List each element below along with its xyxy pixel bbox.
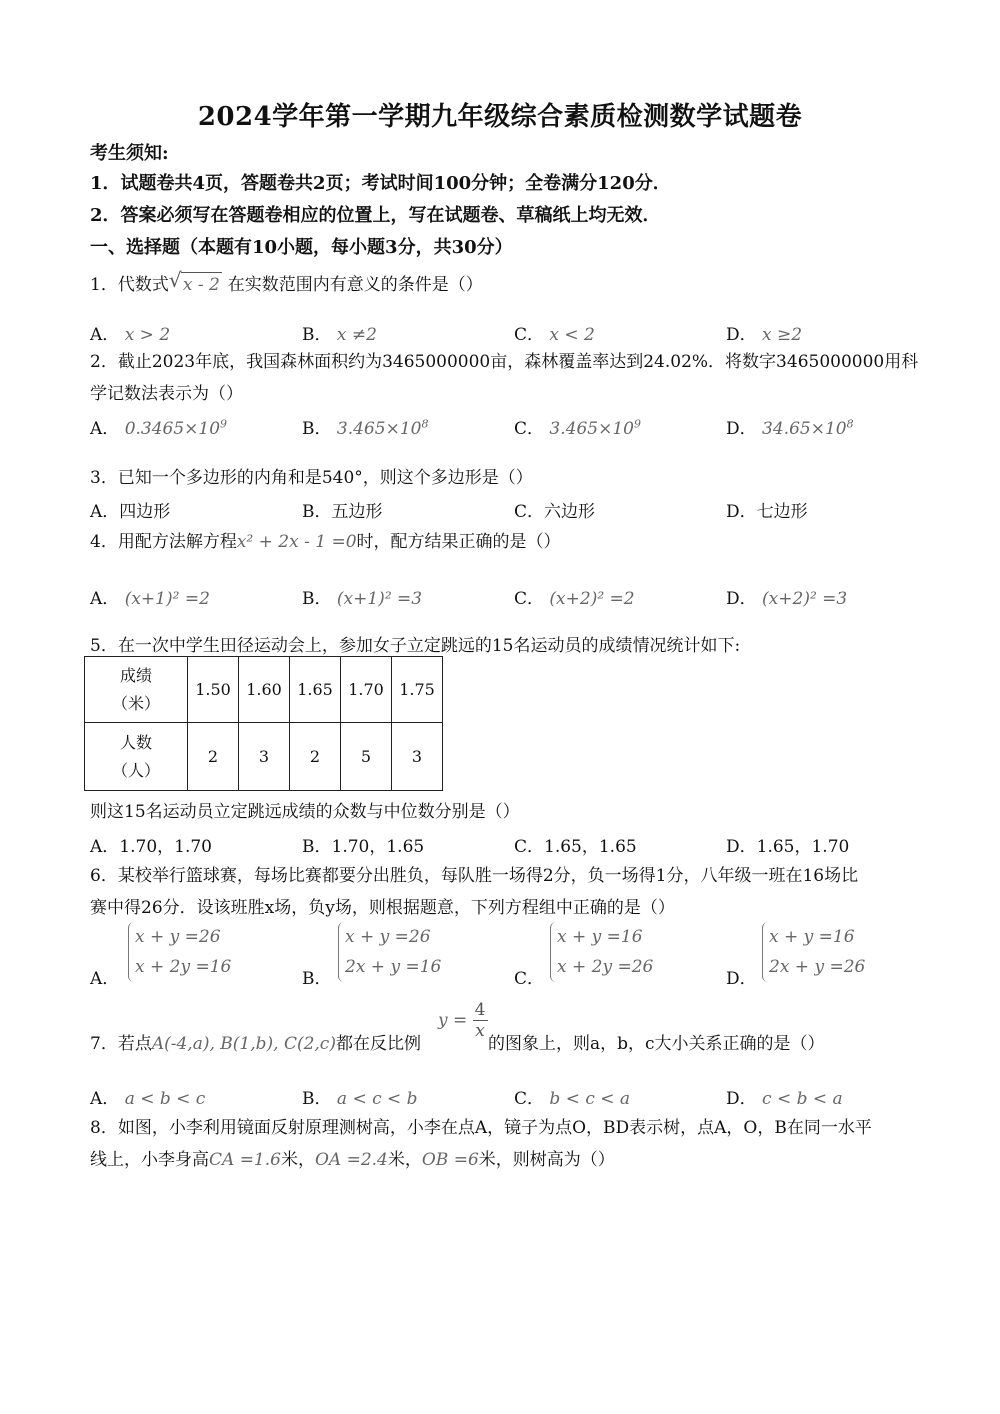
question-8-line-2: 线上，小李身高CA =1.6米，OA =2.4米，OB =6米，则树高为（）: [90, 1150, 615, 1170]
q6-option-a-system: x + y =26 x + 2y =16: [128, 922, 231, 982]
table-cell: 1.70: [341, 657, 392, 723]
table-cell: 2: [188, 723, 239, 791]
page-title: 2024学年第一学期九年级综合素质检测数学试题卷: [197, 102, 803, 132]
q6-option-d-system: x + y =16 2x + y =26: [762, 922, 865, 982]
q7-option-a: A． a < b < c: [90, 1089, 206, 1109]
question-6-line-2: 赛中得26分．设该班胜x场，负y场，则根据题意，下列方程组中正确的是（）: [90, 898, 675, 918]
q1-option-c: C． x < 2: [514, 325, 595, 345]
notice-heading: 考生须知:: [90, 143, 169, 164]
q5-option-d: D．1.65，1.70: [726, 837, 850, 857]
question-1: [90, 272, 483, 297]
question-3: 3．已知一个多边形的内角和是540°，则这个多边形是（）: [90, 468, 533, 488]
table-cell: 5: [341, 723, 392, 791]
q2-option-d: D． $34.65\times 10^8$: [726, 417, 854, 439]
q5-option-a: A．1.70，1.70: [90, 837, 212, 857]
q6-option-a-label: A．: [90, 969, 120, 989]
question-5: 5．在一次中学生田径运动会上，参加女子立定跳远的15名运动员的成绩情况统计如下:: [90, 636, 741, 656]
q7-option-c: C． b < c < a: [514, 1089, 631, 1109]
table-cell: 1.65: [290, 657, 341, 723]
q7-option-d: D． c < b < a: [726, 1089, 843, 1109]
table-row: [85, 723, 443, 791]
q7-function: y = $\frac{4}{x}$: [438, 1000, 486, 1041]
question-7-post: 的图象上，则a，b，c大小关系正确的是（）: [488, 1034, 825, 1054]
question-5-ask: 则这15名运动员立定跳远成绩的众数与中位数分别是（）: [90, 802, 520, 822]
q3-option-a: A．四边形: [90, 502, 171, 522]
table-cell: 1.75: [392, 657, 443, 723]
q1-option-d: D． x ≥2: [726, 325, 803, 345]
q6-option-d-label: D．: [726, 969, 757, 989]
q6-option-c-system: x + y =16 x + 2y =26: [550, 922, 653, 982]
q6-option-c-label: C．: [514, 969, 545, 989]
q4-option-c: C． (x+2)² =2: [514, 589, 635, 609]
q2-option-b: B． $3.465\times 10^8$: [302, 417, 429, 439]
question-4: 4．用配方法解方程x² + 2x - 1 =0时，配方结果正确的是（）: [90, 532, 561, 552]
q4-option-d: D． (x+2)² =3: [726, 589, 848, 609]
question-6-line-1: 6．某校举行篮球赛，每场比赛都要分出胜负，每队胜一场得2分，负一场得1分，八年级一班在16场比: [90, 866, 859, 886]
table-header-cell: 成绩 （米）: [85, 657, 188, 723]
q1-option-a: A． x > 2: [90, 325, 171, 345]
q6-option-b-label: B．: [302, 969, 332, 989]
q1-option-b: B． x ≠2: [302, 325, 377, 345]
table-cell: 3: [392, 723, 443, 791]
q7-points: A(-4,a), B(1,b), C(2,c): [151, 1034, 336, 1054]
question-7: 7．若点A(-4,a), B(1,b), C(2,c)都在反比例: [90, 1034, 421, 1054]
table-cell: 3: [239, 723, 290, 791]
sqrt-expression: [169, 272, 222, 297]
q3-option-b: B．五边形: [302, 502, 383, 522]
q1-text-post: 在实数范围内有意义的条件是（）: [227, 275, 483, 295]
results-table: [84, 656, 443, 791]
table-row: [85, 657, 443, 723]
q2-option-a: A． $0.3465\times 10^9$: [90, 417, 228, 439]
table-header-cell: 人数 （人）: [85, 723, 188, 791]
q5-option-b: B．1.70，1.65: [302, 837, 425, 857]
question-2-line-1: 2．截止2023年底，我国森林面积约为3465000000亩，森林覆盖率达到24.02%．将数字3465000000用科: [90, 352, 919, 372]
q4-option-a: A． (x+1)² =2: [90, 589, 210, 609]
q2-option-c: C． $3.465\times 10^9$: [514, 417, 641, 439]
notice-item-2: 2．答案必须写在答题卷相应的位置上，写在试题卷、草稿纸上均无效．: [90, 205, 661, 226]
q5-option-c: C．1.65，1.65: [514, 837, 637, 857]
q1-text-pre: 1．代数式: [90, 275, 169, 295]
q1-radicand: x - 2: [181, 272, 222, 297]
q4-equation: x² + 2x - 1 =0: [236, 532, 357, 552]
section-heading: 一、选择题（本题有10小题，每小题3分，共30分）: [90, 237, 513, 258]
q6-option-b-system: x + y =26 2x + y =16: [338, 922, 441, 982]
q3-option-d: D．七边形: [726, 502, 808, 522]
table-cell: 2: [290, 723, 341, 791]
question-8-line-1: 8．如图，小李利用镜面反射原理测树高，小李在点A，镜子为点O，BD表示树，点A，O，B在同一水平: [90, 1118, 872, 1138]
q3-option-c: C．六边形: [514, 502, 596, 522]
table-cell: 1.50: [188, 657, 239, 723]
question-2-line-2: 学记数法表示为（）: [90, 384, 243, 404]
q7-option-b: B． a < c < b: [302, 1089, 418, 1109]
notice-item-1: 1．试题卷共4页，答题卷共2页；考试时间100分钟；全卷满分120分．: [90, 173, 671, 194]
table-cell: 1.60: [239, 657, 290, 723]
q4-option-b: B． (x+1)² =3: [302, 589, 423, 609]
